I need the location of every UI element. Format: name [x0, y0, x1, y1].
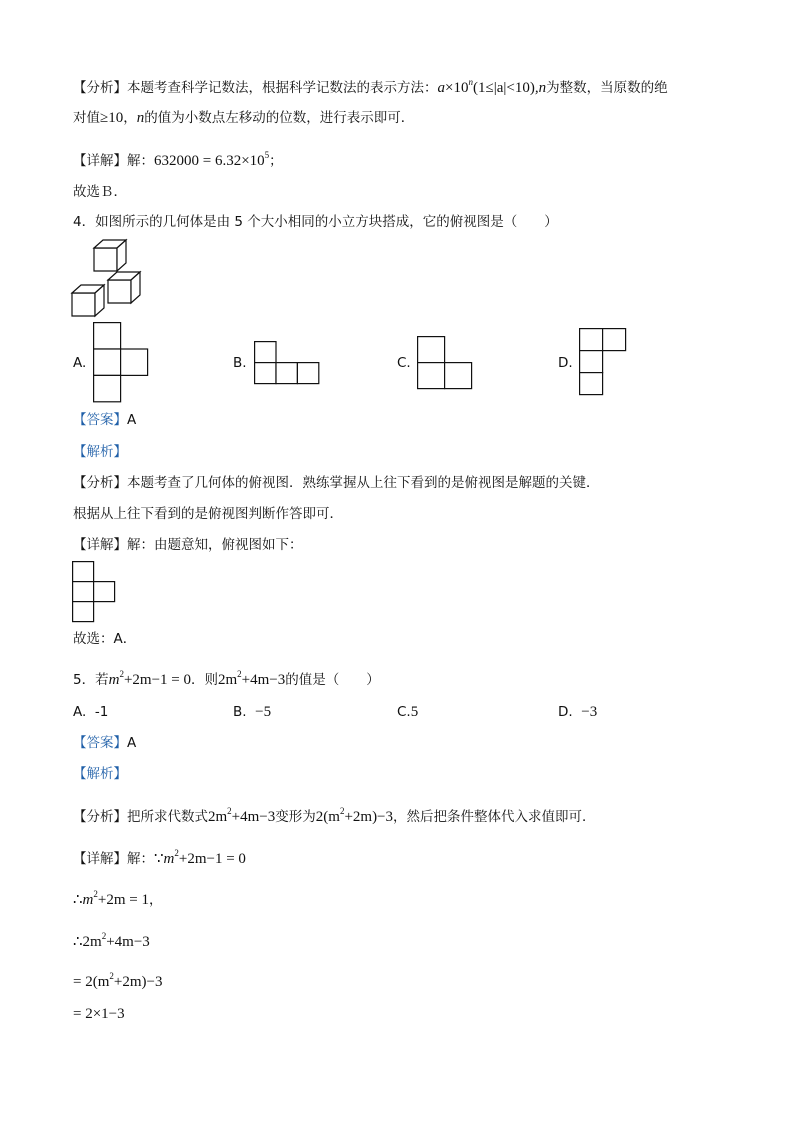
- square: [121, 349, 148, 375]
- square: [297, 363, 318, 384]
- q4-solid-figure: [70, 238, 145, 320]
- q5-option-b: B. −5: [233, 704, 272, 720]
- q5-detail-step-1: $\therefore m^2+2m = 1$，: [73, 889, 163, 908]
- square: [94, 323, 121, 349]
- q5-jiexi: [73, 764, 127, 784]
- q4-analysis-2: 根据从上往下看到的是俯视图判断作答即可．: [73, 506, 343, 522]
- q4-choose: 故选：A．: [73, 631, 137, 647]
- q5-analysis: 【分析】把所求代数式$2m^2+4m-3$变形为$2(m^2+2m)-3$，然后把条件整体代入求值即可．: [73, 806, 596, 825]
- q4-analysis: 【分析】本题考查了几何体的俯视图．熟练掌握从上往下看到的是俯视图是解题的关键．: [73, 475, 600, 491]
- q5-detail-step-2: $\therefore 2m^2+4m-3$: [73, 931, 150, 950]
- q4-stem: 4．如图所示的几何体是由 5 个大小相同的小立方块搭成，它的俯视图是（ ）: [73, 214, 558, 230]
- q4-detail-figure: [72, 561, 118, 624]
- q3-choose: 故选Ｂ．: [73, 184, 127, 200]
- answer-tag: 【答案】: [73, 412, 127, 428]
- square: [445, 363, 472, 389]
- cube-left-front: [72, 293, 95, 316]
- square: [73, 582, 94, 602]
- q5-detail-step-4: = 2×1−3: [73, 1006, 125, 1022]
- q5-detail-step-3: = $2(m^2+2m)-3$: [73, 971, 163, 990]
- analysis-tag: 【分析】: [73, 80, 127, 96]
- square: [94, 375, 121, 401]
- jiexi-tag: 【解析】: [73, 444, 127, 460]
- q4-option-c-label: C.: [397, 355, 411, 371]
- square: [94, 582, 115, 602]
- q5-stem: 5．若$m^2+2m-1 = 0$．则$2m^2+4m-3$的值是（ ）: [73, 669, 380, 688]
- q5-detail-step-0: 【详解】解：$\because m^2+2m-1 = 0$: [73, 848, 246, 867]
- q3-analysis-line2: 对值≥10，n的值为小数点左移动的位数，进行表示即可．: [73, 110, 415, 126]
- square: [580, 373, 603, 395]
- square: [94, 349, 121, 375]
- cube-top-front: [94, 248, 117, 271]
- square: [255, 342, 276, 363]
- q3-detail: 【详解】解：$632000 = 6.32\times 10^5$；: [73, 150, 283, 169]
- square: [73, 602, 94, 622]
- q4-option-b-figure: [254, 341, 321, 385]
- q3-analysis-line1: 【分析】本题考查科学记数法，根据科学记数法的表示方法：$a\times 10^n(1\le|a|<10),n$为整数，当原数的绝: [73, 77, 668, 96]
- q5-option-a: A. -1: [73, 704, 109, 720]
- q4-jiexi: [73, 442, 127, 462]
- q4-detail: 【详解】解：由题意知，俯视图如下：: [73, 537, 303, 553]
- detail-tag: 【详解】: [73, 153, 127, 169]
- analysis-tag: 【分析】: [73, 475, 127, 491]
- square: [603, 329, 626, 351]
- square: [255, 363, 276, 384]
- square: [418, 337, 445, 363]
- detail-tag: 【详解】: [73, 537, 127, 553]
- square: [418, 363, 445, 389]
- q5-answer: 【答案】A: [73, 735, 137, 751]
- detail-tag: 【详解】: [73, 851, 127, 867]
- q5-option-c: C.5: [397, 704, 419, 720]
- square: [73, 562, 94, 582]
- q4-option-a-figure: [93, 322, 150, 403]
- q4-option-d-figure: [579, 328, 628, 396]
- cube-right-front: [108, 280, 131, 303]
- q4-option-d-label: D.: [558, 355, 573, 371]
- answer-tag: 【答案】: [73, 735, 127, 751]
- jiexi-tag: 【解析】: [73, 766, 127, 782]
- square: [580, 351, 603, 373]
- square: [580, 329, 603, 351]
- square: [276, 363, 297, 384]
- q4-option-b-label: B.: [233, 355, 247, 371]
- q4-answer: 【答案】A: [73, 412, 137, 428]
- q4-option-c-figure: [417, 336, 473, 390]
- analysis-tag: 【分析】: [73, 809, 127, 825]
- q5-option-d: D. −3: [558, 704, 598, 720]
- q4-option-a-label: A.: [73, 355, 87, 371]
